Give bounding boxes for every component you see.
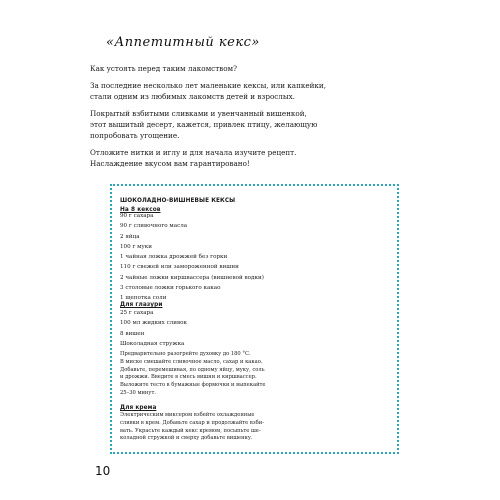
text-line: этот вышитый десерт, кажется, привлек птицу, желающую (90, 120, 318, 129)
method-line: Выложите тесто в бумажные формочки и выпекайте (120, 382, 266, 389)
intro-paragraph-1 (90, 63, 420, 74)
ingredient-item: 1 чайная ложка дрожжей без горки (120, 254, 228, 261)
recipe-servings: На 8 кексов (120, 204, 161, 213)
cream-line: вать. Украсьте каждый кекс кремом, посыпьте ше- (120, 427, 261, 434)
text-line: Покрытый взбитыми сливками и увенчанный вишенкой, (90, 109, 307, 118)
page-number: 10 (95, 464, 111, 478)
ingredient-item: 100 г муки (120, 243, 153, 250)
ingredient-item: 110 г свежей или замороженной вишни (120, 264, 239, 271)
glaze-item: 100 мл жидких сливок (120, 320, 188, 327)
intro-paragraph-2 (90, 80, 420, 102)
glaze-item: 8 вишен (120, 330, 145, 337)
intro-paragraph-3 (90, 108, 420, 141)
glaze-title: Для глазури (120, 300, 163, 308)
glaze-item: Шоколадная стружка (120, 340, 185, 347)
ingredient-item: 90 г сливочного масла (120, 223, 188, 230)
text-line: Отложите нитки и иглу и для начала изучите рецепт. (90, 148, 297, 157)
ingredient-list (120, 211, 390, 304)
text-line: За последние несколько лет маленькие кексы, или капкейки, (90, 81, 326, 90)
ingredient-item: 2 чайные ложки киршвассера (вишневой водки) (120, 274, 264, 281)
text-line: Наслаждение вкусом вам гарантировано! (90, 159, 250, 168)
method-line: и дрожжи. Введите в смесь вишни и киршвассер. (120, 374, 257, 381)
cream-title: Для крема (120, 403, 157, 411)
method-line: 25–30 минут. (120, 389, 156, 396)
recipe-title: ШОКОЛАДНО-ВИШНЕВЫЕ КЕКСЫ (120, 196, 236, 204)
method-text (120, 351, 390, 398)
intro-paragraph-4 (90, 147, 420, 169)
ingredient-item: 1 щепотка соли (120, 295, 167, 302)
method-line: В миске смешайте сливочное масло, сахар и какао. (120, 358, 263, 365)
glaze-item: 25 г сахара (120, 310, 154, 316)
cream-text (120, 412, 390, 443)
text-line: стали одним из любимых лакомств детей и взрослых. (90, 92, 295, 101)
method-line: Добавьте, перемешивая, по одному яйцу, муку, соль (120, 366, 265, 373)
ingredient-item: 3 столовые ложки горького какао (120, 285, 221, 292)
cream-line: сливки в крем. Добавьте сахар и продолжайте взби- (120, 419, 264, 426)
text-line: Как устоять перед таким лакомством? (90, 64, 237, 73)
cream-line: Электрическим миксером взбейте охлажденные (120, 412, 255, 418)
method-line: Предварительно разогрейте духовку до 180 °C. (120, 351, 251, 357)
ingredient-item: 90 г сахара (120, 213, 154, 219)
glaze-list (120, 308, 390, 349)
cream-line: коладной стружкой и сверху добавьте вишенку. (120, 435, 253, 442)
ingredient-item: 2 яйца (120, 233, 140, 240)
text-line: попробовать угощение. (90, 131, 180, 140)
cream-section (120, 403, 390, 412)
page-title: «Аппетитный кекс» (106, 35, 260, 50)
